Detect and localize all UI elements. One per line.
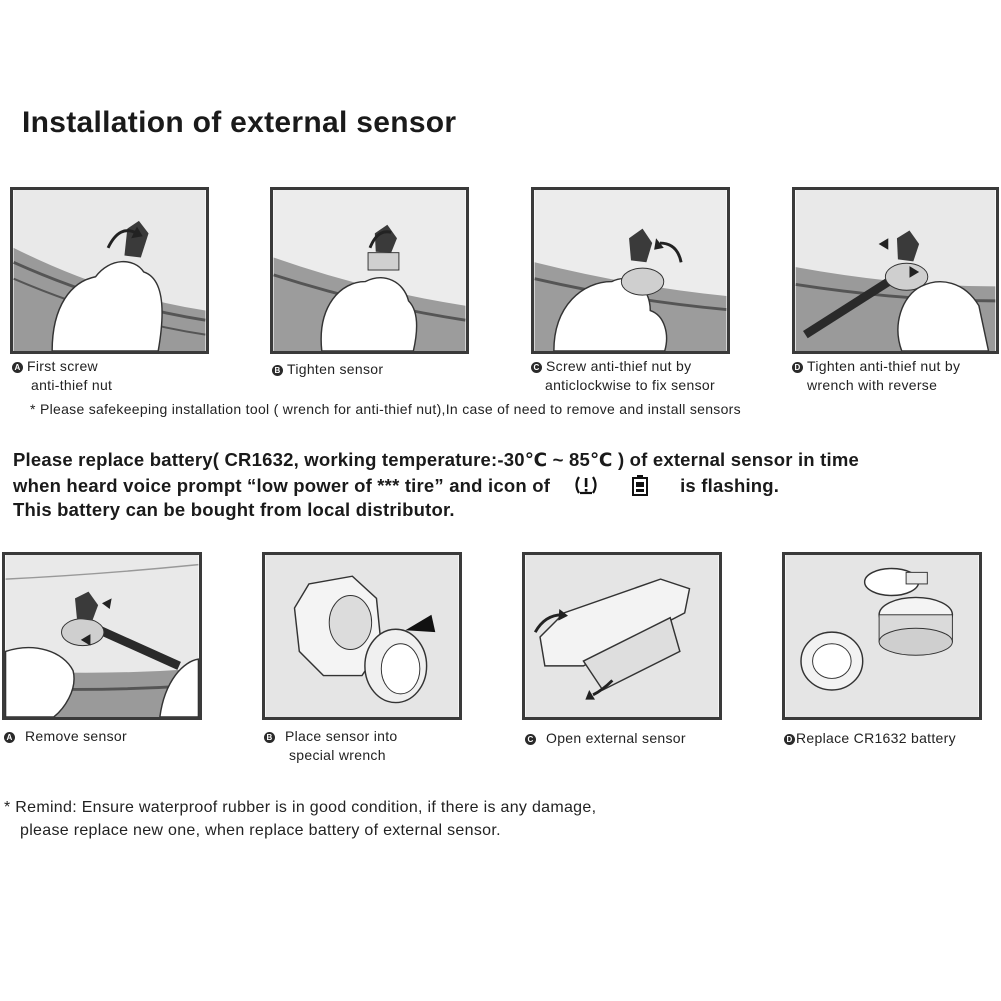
battery-step-d-illustration [782, 552, 982, 720]
battery-step-a-illustration [2, 552, 202, 720]
battery-step-b-caption [264, 727, 398, 765]
battery-text-line-2b: is flashing. [680, 475, 780, 496]
step-badge: A [4, 732, 15, 743]
caption-line-1: Screw anti-thief nut by [546, 358, 692, 374]
install-step-a-caption [12, 357, 112, 395]
caption-line-1: Place sensor into [285, 728, 398, 744]
step-badge: C [531, 362, 542, 373]
step-badge: D [784, 734, 795, 745]
caption-line-2: anti-thief nut [31, 377, 113, 393]
install-step-d-illustration [792, 187, 999, 354]
install-step-c-illustration [531, 187, 730, 354]
caption-line-2: wrench with reverse [807, 377, 938, 393]
install-step-b-illustration [270, 187, 469, 354]
caption-line-2: special wrench [289, 747, 386, 763]
battery-step-d-caption [784, 729, 956, 748]
step-badge: B [264, 732, 275, 743]
caption-line-1: Replace CR1632 battery [796, 730, 956, 746]
battery-text-line-3: This battery can be bought from local distributor. [13, 499, 455, 520]
battery-text-line-2a: when heard voice prompt “low power of *** tire” and icon of [13, 475, 551, 496]
battery-step-c-illustration [522, 552, 722, 720]
step-badge: C [525, 734, 536, 745]
install-step-c-caption [531, 357, 715, 395]
step-badge: B [272, 365, 283, 376]
caption-line-2: anticlockwise to fix sensor [545, 377, 715, 393]
battery-text-line-2 [13, 474, 779, 501]
tire-pressure-warning-icon [573, 474, 599, 501]
battery-step-b-illustration [262, 552, 462, 720]
page-title: Installation of external sensor [22, 106, 457, 139]
caption-line-1: Open external sensor [546, 730, 686, 746]
caption-line-1: Tighten anti-thief nut by [807, 358, 961, 374]
caption-line-1: Remove sensor [25, 728, 127, 744]
install-step-d-caption [792, 357, 960, 395]
battery-step-c-caption [525, 729, 686, 748]
remind-line-1: * Remind: Ensure waterproof rubber is in good condition, if there is any damage, [4, 799, 597, 816]
install-step-b-caption [272, 360, 383, 379]
caption-line-1: First screw [27, 358, 98, 374]
step-badge: A [12, 362, 23, 373]
sensor-battery-icon [631, 474, 649, 501]
step-badge: D [792, 362, 803, 373]
install-tool-note: * Please safekeeping installation tool ( wrench for anti-thief nut),In case of need to remove and install sensors [30, 401, 741, 417]
battery-text-line-1: Please replace battery( CR1632, working temperature:-30℃ ~ 85℃ ) of external sensor in time [13, 449, 859, 470]
caption-line-1: Tighten sensor [287, 361, 384, 377]
battery-step-a-caption [4, 727, 127, 746]
install-step-a-illustration [10, 187, 209, 354]
remind-line-2: please replace new one, when replace battery of external sensor. [20, 822, 501, 839]
